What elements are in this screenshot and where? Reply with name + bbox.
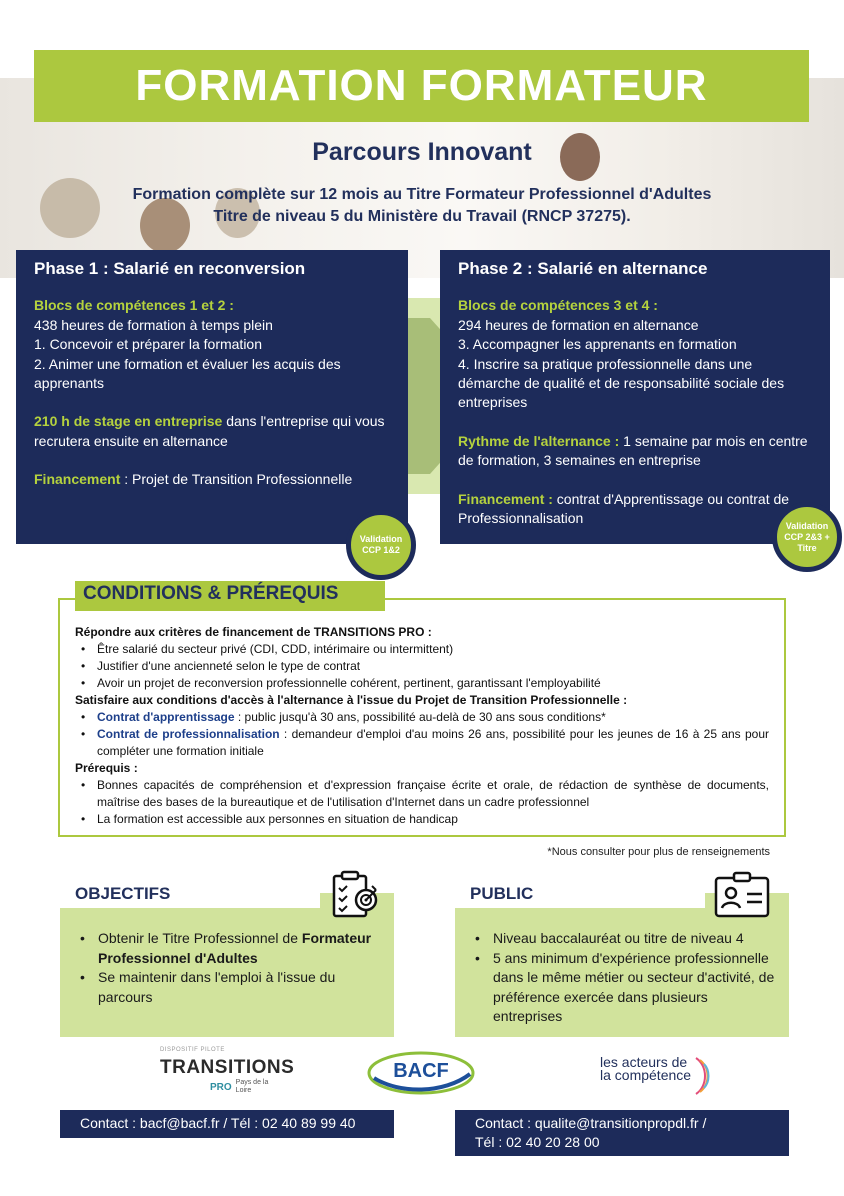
conditions-section-title: Répondre aux critères de financement de TRANSITIONS PRO :: [75, 625, 432, 639]
financing-criteria-list: [75, 641, 769, 692]
phase-2-blocks-line: 294 heures de formation en alternance: [458, 316, 699, 333]
objectifs-title: OBJECTIFS: [60, 878, 320, 908]
phase-1-stage-label: 210 h de stage en entreprise: [34, 413, 223, 430]
phase-2-blocks-line: 4. Inscrire sa pratique professionnelle dans une démarche de qualité et de responsabilité sociale des entreprises: [458, 355, 785, 411]
phase-1-financement-label: Financement: [34, 471, 121, 488]
phase-1-blocks-label: Blocs de compétences 1 et 2 :: [34, 297, 234, 314]
list-item: [98, 929, 384, 968]
list-item: [97, 726, 769, 760]
list-item: • Niveau baccalauréat ou titre de niveau 4: [493, 929, 779, 949]
phase-1-title: Phase 1 : Salarié en reconversion: [34, 259, 306, 278]
intro-text: [0, 184, 844, 228]
arc-lines-icon: [694, 1056, 712, 1096]
contact-transitions: [455, 1110, 789, 1156]
phase-2-blocks-label: Blocs de compétences 3 et 4 :: [458, 297, 658, 314]
page-subtitle: Parcours Innovant: [312, 138, 532, 166]
acteurs-competence-logo: [600, 1056, 712, 1098]
phase-2-financement-label: Financement :: [458, 490, 553, 507]
validation-badge-phase-1: Validation CCP 1&2: [346, 510, 416, 580]
list-item: • Être salarié du secteur privé (CDI, CDD, intérimaire ou intermittent): [97, 641, 769, 658]
transitions-region-text: Pays de la Loire: [235, 1079, 269, 1094]
phase-1-stage: [34, 412, 390, 451]
target-checklist-icon: [330, 870, 380, 920]
phase-2-rythme: [458, 432, 812, 471]
title-banner: [34, 50, 809, 122]
contact-line: Tél : 02 40 20 28 00: [475, 1134, 600, 1150]
transitions-small-text: DISPOSITIF PILOTE: [160, 1047, 225, 1053]
transitions-pro-logo: [160, 1047, 295, 1103]
list-item: • Avoir un projet de reconversion professionnelle cohérent, pertinent, garantissant l'employabilité: [97, 675, 769, 692]
conditions-section-title: Satisfaire aux conditions d'accès à l'alternance à l'issue du Projet de Transition Professionnelle :: [75, 693, 628, 707]
apprentissage-label: Contrat d'apprentissage: [97, 710, 235, 724]
phase-1-panel: [16, 250, 408, 544]
list-item: • Bonnes capacités de compréhension et d'expression française écrite et orale, de rédaction de synthèse de documents, maîtrise des bases de la bureautique et de l'utilisation d'Internet dans un cadre professionnel: [97, 777, 769, 811]
list-item: [97, 709, 769, 726]
phase-2-financement-text: contrat d'Apprentissage ou contrat de Professionnalisation: [458, 490, 790, 527]
transitions-main-text: TRANSITIONS: [160, 1057, 295, 1078]
transitions-pro-text: PRO: [210, 1081, 232, 1093]
intro-line-1: Formation complète sur 12 mois au Titre Formateur Professionnel d'Adultes: [132, 186, 712, 203]
acteurs-text: les acteurs de la compétence: [600, 1054, 692, 1083]
list-item: • Se maintenir dans l'emploi à l'issue du parcours: [98, 968, 384, 1007]
public-title: PUBLIC: [455, 878, 705, 908]
conditions-body: [75, 624, 769, 828]
list-item: • La formation est accessible aux personnes en situation de handicap: [97, 811, 769, 828]
phase-2-panel: [440, 250, 830, 544]
objectif-text: Obtenir le Titre Professionnel de: [98, 930, 302, 946]
list-item: • 5 ans minimum d'expérience professionnelle dans le même métier ou secteur d'activité, de préférence exercée dans plusieurs entreprises: [493, 949, 779, 1027]
phase-1-financement: [34, 470, 390, 489]
professionnalisation-text: : demandeur d'emploi d'au moins 26 ans, possibilité pour les jeunes de 16 à 25 ans pour compléter une formation initiale: [97, 727, 769, 758]
list-item: • Justifier d'une ancienneté selon le type de contrat: [97, 658, 769, 675]
footnote: *Nous consulter pour plus de renseignements: [547, 846, 770, 858]
conditions-title: CONDITIONS & PRÉREQUIS: [75, 581, 385, 611]
page-title: FORMATION FORMATEUR: [135, 61, 708, 110]
bacf-logo: [366, 1050, 476, 1096]
contact-line: Contact : qualite@transitionpropdl.fr /: [475, 1115, 707, 1131]
apprentissage-text: : public jusqu'à 30 ans, possibilité au-delà de 30 ans sous conditions*: [234, 710, 606, 724]
alternance-conditions-list: [75, 709, 769, 760]
conditions-section-title: Prérequis :: [75, 761, 138, 775]
phase-2-blocks: [458, 296, 812, 412]
phase-2-rythme-text: 1 semaine par mois en centre de formation, 3 semaines en entreprise: [458, 432, 808, 469]
id-card-icon: [714, 870, 770, 920]
phase-2-blocks-line: 3. Accompagner les apprenants en formation: [458, 336, 737, 353]
phase-1-blocks-line: 1. Concevoir et préparer la formation: [34, 336, 262, 353]
phase-1-blocks-line: 2. Animer une formation et évaluer les acquis des apprenants: [34, 355, 341, 392]
phase-2-financement: [458, 490, 812, 529]
contact-bacf: Contact : bacf@bacf.fr / Tél : 02 40 89 99 40: [60, 1110, 394, 1138]
intro-line-2: Titre de niveau 5 du Ministère du Travail (RNCP 37275).: [213, 208, 631, 225]
phase-1-blocks: [34, 296, 390, 393]
professionnalisation-label: Contrat de professionnalisation: [97, 727, 280, 741]
phase-1-stage-text: dans l'entreprise qui vous recrutera ensuite en alternance: [34, 413, 385, 449]
phase-2-rythme-label: Rythme de l'alternance :: [458, 432, 620, 449]
validation-badge-phase-2: Validation CCP 2&3 + Titre: [772, 502, 842, 572]
phase-1-financement-text: : Projet de Transition Professionnelle: [120, 471, 353, 488]
phase-2-title: Phase 2 : Salarié en alternance: [458, 259, 708, 278]
phase-1-blocks-line: 438 heures de formation à temps plein: [34, 316, 273, 333]
prerequisites-list: [75, 777, 769, 828]
objectif-bold: Formateur Professionnel d'Adultes: [98, 930, 372, 966]
bacf-text: BACF: [393, 1060, 449, 1082]
